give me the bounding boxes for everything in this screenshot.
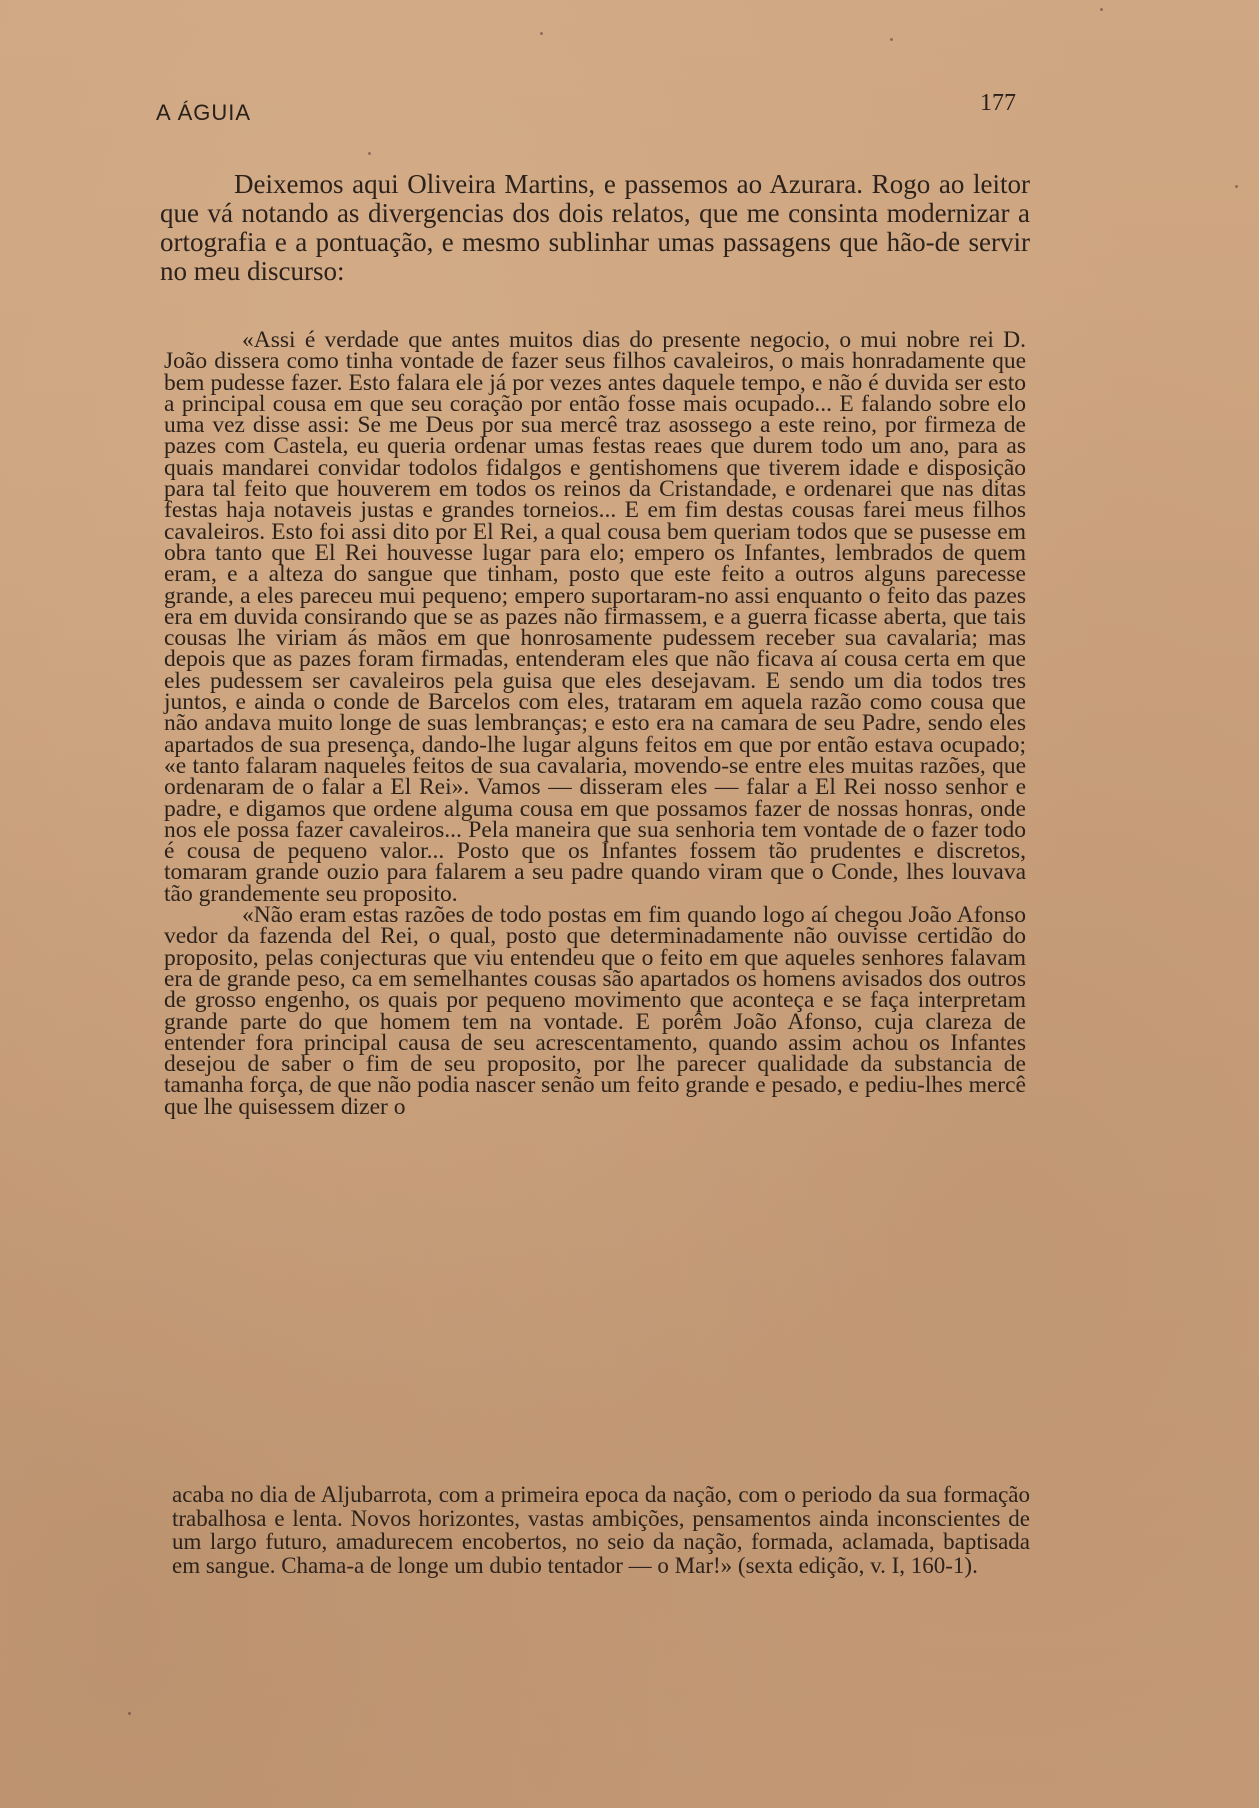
intro-paragraph: Deixemos aqui Oliveira Martins, e passemos ao Azurara. Rogo ao leitor que vá notando as divergencias dos dois relatos, que me consinta modernizar a ortografia e a pontuação, e mesmo sublinhar umas passagens que hão-de servir no meu discurso: <box>160 169 1030 286</box>
paper-speck <box>1100 8 1103 11</box>
azurara-quotation <box>164 327 1026 1120</box>
paper-speck <box>128 1712 131 1715</box>
paper-speck <box>368 152 371 155</box>
running-head: A ÁGUIA <box>156 100 252 125</box>
quote-paragraph: «Não eram estas razões de todo postas em fim quando logo aí chegou João Afonso vedor da fazenda del Rei, o qual, posto que determinadamente não ouvisse certidão do proposito, pelas conjecturas que viu entendeu que o feito em que aqueles senhores falavam era de grande peso, ca em semelhantes cousas são apartados os homens avisados dos outros de grosso engenho, os quais por pequeno movimento que aconteça e se faça interpretam grande parte do que homem tem na vontade. E porêm João Afonso, cuja clareza de entender fora principal causa de seu acrescentamento, quando assim achou os Infantes desejou de saber o fim de seu proposito, por lhe parecer qualidade da substancia de tamanha força, de que não podia nascer senão um feito grande e pesado, e pediu-lhes mercê que lhe quisessem dizer o <box>164 902 1026 1120</box>
quote-paragraph: «Assi é verdade que antes muitos dias do presente negocio, o mui nobre rei D. João dissera como tinha vontade de fazer seus filhos cavaleiros, o mais honradamente que bem pudesse fazer. Esto falara ele já por vezes antes daquele tempo, e não é duvida ser esto a principal cousa em que seu coração por então fosse mais ocupado... E falando sobre elo uma vez disse assi: Se me Deus por sua mercê traz asossego a este reino, por firmeza de pazes com Castela, eu queria ordenar umas festas reaes que durem todo um ano, para as quais mandarei convidar todolos fidalgos e gentishomens que tiverem idade e disposição para tal feito que houverem em todos os reinos da Cristandade, e ordenarei que nas ditas festas haja notaveis justas e grandes torneios... E em fim destas cousas farei meus filhos cavaleiros. Esto foi assi dito por El Rei, a qual cousa bem queriam todos que se pusesse em obra tanto que El Rei houvesse lugar para elo; empero os Infantes, lembrados de quem eram, e a alteza do sangue que tinham, posto que este feito a outros alguns parecesse grande, a eles pareceu mui pequeno; empero suportaram-no assi enquanto o feito das pazes era em duvida consirando que se as pazes não firmassem, e a guerra ficasse aberta, que tais cousas lhe viriam ás mãos em que honrosamente pudessem receber sua cavalaria; mas depois que as pazes foram firmadas, entenderam eles que não ficava aí cousa certa em que eles pudessem ser cavaleiros pela guisa que eles desejavam. E sendo um dia todos tres juntos, e ainda o conde de Barcelos com eles, trataram em aquela razão como cousa que não andava muito longe de suas lembranças; e esto era na camara de seu Padre, sendo eles apartados de sua presença, dando-lhe lugar alguns feitos em que por então estava ocupado; «e tanto falaram naqueles feitos de sua cavalaria, movendo-se entre eles muitas razões, que ordenaram de o falar a El Rei». Vamos — disseram eles — falar a El Rei nosso senhor e padre, e digamos que ordene alguma cousa em que possamos fazer de nossas honras, onde nos ele possa fazer cavaleiros... Pela maneira que sua senhoria tem vontade de o fazer todo é cousa de pequeno valor... Posto que os Infantes fossem tão prudentes e discretos, tomaram grande ouzio para falarem a seu padre quando viram que o Conde, lhes louvava tão grandemente seu proposito. <box>164 327 1026 907</box>
footnote: acaba no dia de Aljubarrota, com a primeira epoca da nação, com o periodo da sua formação trabalhosa e lenta. Novos horizontes, vastas ambições, pensamentos ainda inconscientes de um largo futuro, amadurecem encobertos, no seio da nação, formada, aclamada, baptisada em sangue. Chama-a de longe um dubio tentador — o Mar!» (sexta edição, v. I, 160-1). <box>172 1482 1030 1578</box>
paper-speck <box>890 38 893 41</box>
paper-speck <box>540 32 543 35</box>
paper-speck <box>1235 185 1238 188</box>
page-number: 177 <box>980 90 1016 116</box>
page-header <box>156 88 1016 128</box>
